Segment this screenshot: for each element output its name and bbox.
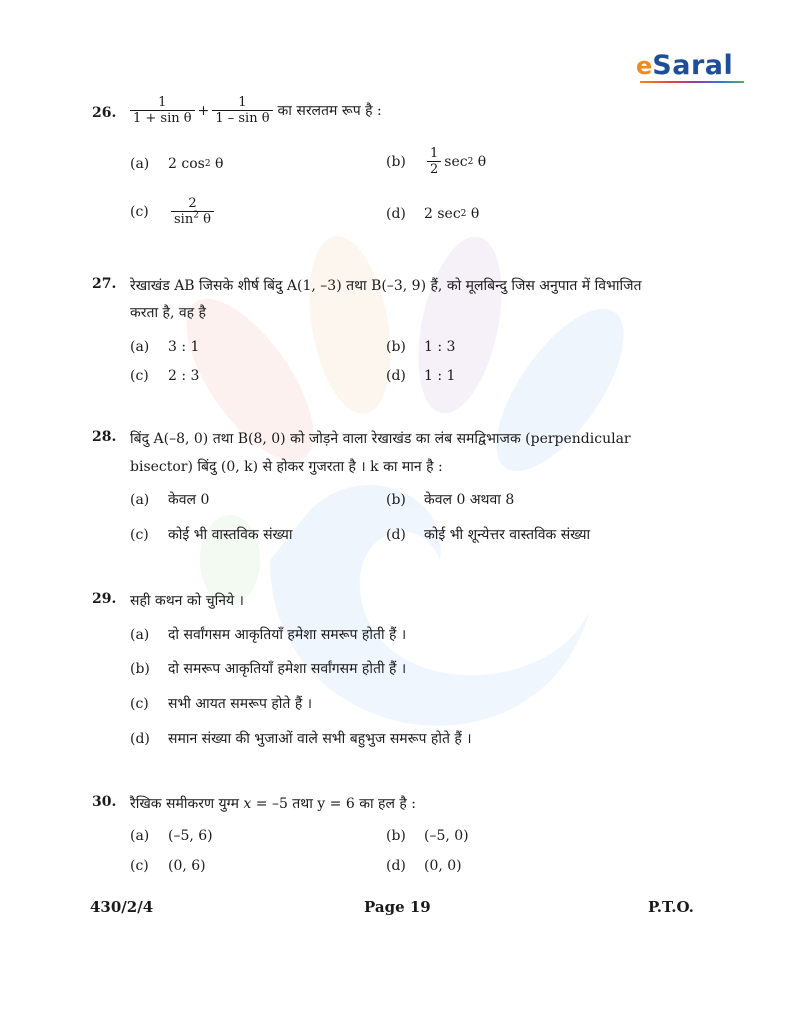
fraction-2: $\frac{1}{\text{1 – sin θ}}$: [212, 95, 272, 126]
q29-option-d: (d) समान संख्या की भुजाओं वाले सभी बहुभुज समरूप होते हैं ।: [130, 730, 472, 747]
q29-option-c: (c) सभी आयत समरूप होते हैं ।: [130, 695, 313, 712]
q30-option-b: (b) (–5, 0): [386, 828, 469, 844]
q28-option-d: (d) कोई भी शून्येत्तर वास्तविक संख्या: [386, 526, 591, 543]
esaral-logo: [636, 50, 733, 81]
q27-option-a: (a) 3 : 1: [130, 339, 200, 355]
q30-option-d: (d) (0, 0): [386, 858, 462, 874]
q30-option-a: (a) (–5, 6): [130, 828, 213, 844]
q29-option-b: (b) दो समरूप आकृतियाँ हमेशा सर्वांगसम होती हैं ।: [130, 660, 407, 677]
question-27-line-1: रेखाखंड AB जिसके शीर्ष बिंदु A(1, –3) तथा B(–3, 9) हैं, को मूलबिन्दु जिस अनुपात में विभाजित: [130, 278, 642, 294]
q26-option-c: (c) $\frac{2}{\sin^2 \theta}$: [130, 196, 217, 227]
question-28-line-2: bisector) बिंदु (0, k) से होकर गुजरता है । k का मान है :: [130, 459, 443, 475]
question-30-stem: रैखिक समीकरण युग्म x = –5 तथा y = 6 का हल है :: [130, 796, 417, 812]
question-number-26: 26.: [92, 105, 117, 121]
question-29-stem: सही कथन को चुनिये ।: [130, 593, 244, 609]
q28-option-b: (b) केवल 0 अथवा 8: [386, 491, 515, 508]
question-number-27: 27.: [92, 276, 117, 292]
question-number-28: 28.: [92, 429, 117, 445]
q26-option-d: (d) 2 sec 2 θ: [386, 206, 480, 222]
q27-option-c: (c) 2 : 3: [130, 368, 200, 384]
logo-text: Saral: [652, 50, 734, 81]
logo-underline: [640, 81, 744, 83]
paper-code: 430/2/4: [90, 898, 154, 916]
question-number-30: 30.: [92, 794, 117, 810]
q27-option-d: (d) 1 : 1: [386, 368, 456, 384]
question-28-line-1: बिंदु A(–8, 0) तथा B(8, 0) को जोड़ने वाला रेखाखंड का लंब समद्विभाजक (perpendicular: [130, 431, 631, 447]
q26-option-a: (a) 2 cos 2 θ: [130, 156, 224, 172]
question-number-29: 29.: [92, 591, 117, 607]
q30-option-c: (c) (0, 6): [130, 858, 206, 874]
question-26-stem: $\frac{1}{\text{1 + sin θ}}$ + $\frac{1}{\text{1 – sin θ}}$ का सरलतम रूप है :: [127, 95, 382, 126]
question-27-line-2: करता है, वह है: [130, 305, 206, 321]
pto-label: P.T.O.: [648, 898, 694, 916]
q28-option-a: (a) केवल 0: [130, 491, 210, 508]
logo-prefix: e: [636, 51, 653, 80]
q28-option-c: (c) कोई भी वास्तविक संख्या: [130, 526, 293, 543]
q27-option-b: (b) 1 : 3: [386, 339, 456, 355]
fraction-1: $\frac{1}{\text{1 + sin θ}}$: [130, 95, 195, 126]
page-number: Page 19: [364, 898, 431, 916]
q29-option-a: (a) दो सर्वांगसम आकृतियाँ हमेशा समरूप होती हैं ।: [130, 626, 407, 643]
q26-option-b: (b) $\frac{1}{2}$ sec 2 θ: [386, 146, 487, 177]
